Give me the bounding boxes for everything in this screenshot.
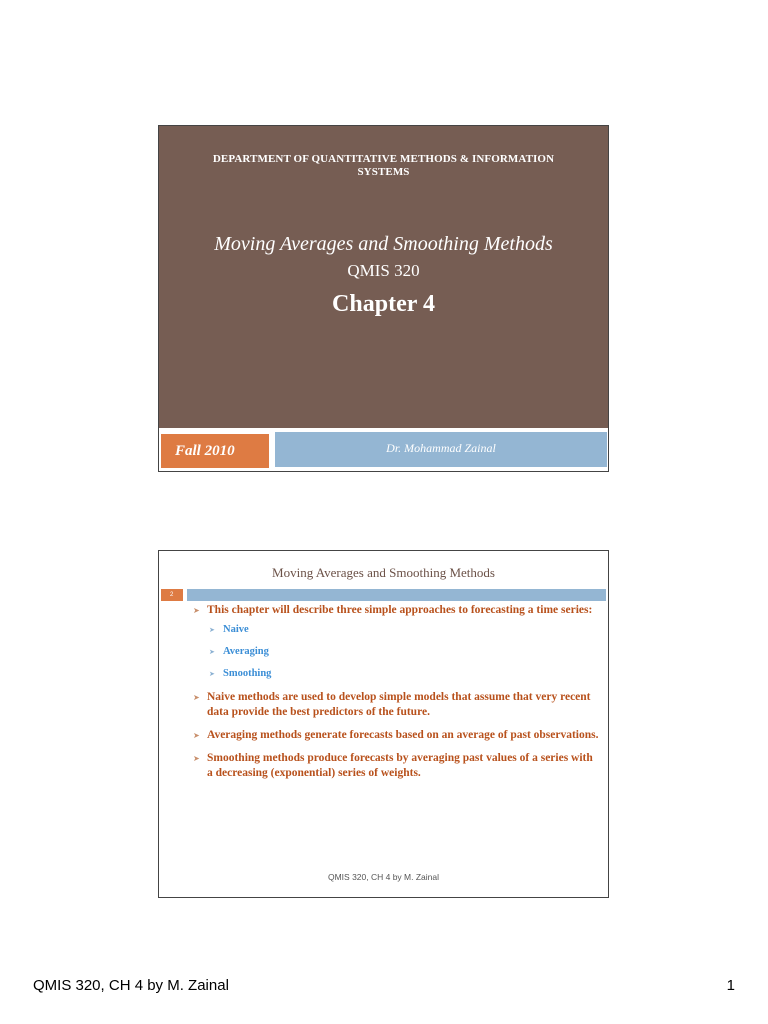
chapter-label: Chapter 4 — [332, 291, 435, 317]
page-number: 1 — [726, 977, 735, 994]
bullet-arrow-icon: ➤ — [193, 731, 200, 740]
bullet-arrow-icon: ➤ — [209, 670, 215, 678]
bullet-arrow-icon: ➤ — [193, 693, 200, 702]
bullet-text: This chapter will describe three simple approaches to forecasting a time series: — [207, 604, 593, 616]
bullet-arrow-icon: ➤ — [193, 754, 200, 763]
sub-bullet-text: Naive — [223, 624, 249, 635]
slide-footer: QMIS 320, CH 4 by M. Zainal — [327, 872, 439, 882]
slide-title: Moving Averages and Smoothing Methods — [214, 233, 553, 255]
bullet-arrow-icon: ➤ — [209, 648, 215, 656]
author-box: Dr. Mohammad Zainal — [275, 432, 607, 467]
title-slide — [158, 125, 609, 472]
bullet-arrow-icon: ➤ — [209, 626, 215, 634]
sub-bullet-text: Averaging — [223, 646, 269, 657]
header-bar — [187, 589, 606, 601]
term-box: Fall 2010 — [161, 434, 269, 468]
content-slide — [158, 550, 609, 898]
sub-list-item — [189, 645, 599, 659]
bullet-text: Smoothing methods produce forecasts by averaging past values of a series with a decreasing (exponential) series of weights. — [207, 752, 593, 779]
course-code: QMIS 320 — [347, 261, 420, 280]
list-item — [189, 690, 599, 720]
bullet-text: Naive methods are used to develop simple models that assume that very recent data provide the best predictors of the future. — [207, 691, 591, 718]
list-item — [189, 751, 599, 781]
page-footer: QMIS 320, CH 4 by M. Zainal — [33, 977, 229, 994]
sub-list-item — [189, 623, 599, 637]
department-name: DEPARTMENT OF QUANTITATIVE METHODS & INFORMATION SYSTEMS — [212, 153, 555, 178]
bullet-arrow-icon: ➤ — [193, 606, 200, 615]
list-item — [189, 603, 599, 618]
list-item — [189, 728, 599, 743]
title-background — [159, 126, 608, 428]
sub-list-item — [189, 667, 599, 681]
content-slide-title: Moving Averages and Smoothing Methods — [272, 565, 495, 580]
bullet-text: Averaging methods generate forecasts based on an average of past observations. — [207, 729, 599, 741]
bullet-list — [189, 603, 599, 781]
slide-number: 2 — [161, 589, 183, 601]
sub-bullet-text: Smoothing — [223, 668, 272, 679]
